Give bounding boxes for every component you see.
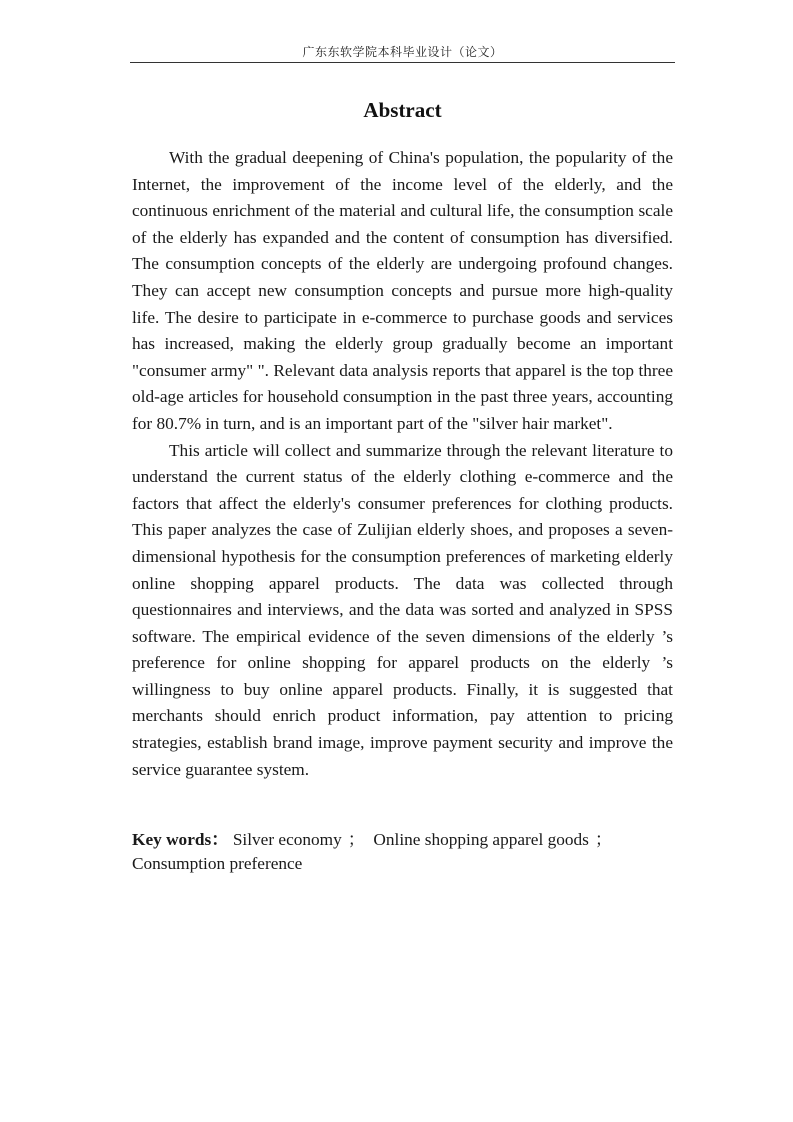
keywords-section [132, 828, 673, 876]
keywords-label: Key words： [132, 830, 229, 849]
keyword-separator: ； [347, 830, 366, 849]
abstract-paragraph-1: With the gradual deepening of China's population, the popularity of the Internet, the improvement of the income level of the elderly, and the continuous enrichment of the material and cultural life, the consumption scale of the elderly has expanded and the content of consumption has diversified. The consumption concepts of the elderly are undergoing profound changes. They can accept new consumption concepts and pursue more high-quality life. The desire to participate in e-commerce to purchase goods and services has increased, making the elderly group gradually become an important "consumer army" ". Relevant data analysis reports that apparel is the top three old-age articles for household consumption in the past three years, accounting for 80.7% in turn, and is an important part of the "silver hair market". [132, 148, 673, 433]
keyword-item: Silver economy [232, 830, 342, 849]
keyword-item: Consumption preference [132, 854, 303, 873]
keyword-item: Online shopping apparel goods [373, 830, 589, 849]
header-divider [130, 62, 675, 63]
abstract-body [132, 145, 673, 783]
abstract-paragraph-2: This article will collect and summarize through the relevant literature to understand the current status of the elderly clothing e-commerce and the factors that affect the elderly's consumer preferences for clothing products. This paper analyzes the case of Zulijian elderly shoes, and proposes a seven-dimensional hypothesis for the consumption preferences of marketing elderly online shopping apparel products. The data was collected through questionnaires and interviews, and the data was sorted and analyzed in SPSS software. The empirical evidence of the seven dimensions of the elderly ’s preference for online shopping for apparel products on the elderly ’s willingness to buy online apparel products. Finally, it is suggested that merchants should enrich product information, pay attention to pricing strategies, establish brand image, improve payment security and improve the service guarantee system. [132, 440, 673, 779]
running-header: 广东东软学院本科毕业设计（论文） [302, 45, 503, 59]
keyword-separator: ； [594, 830, 613, 849]
page-title: Abstract [363, 98, 442, 122]
